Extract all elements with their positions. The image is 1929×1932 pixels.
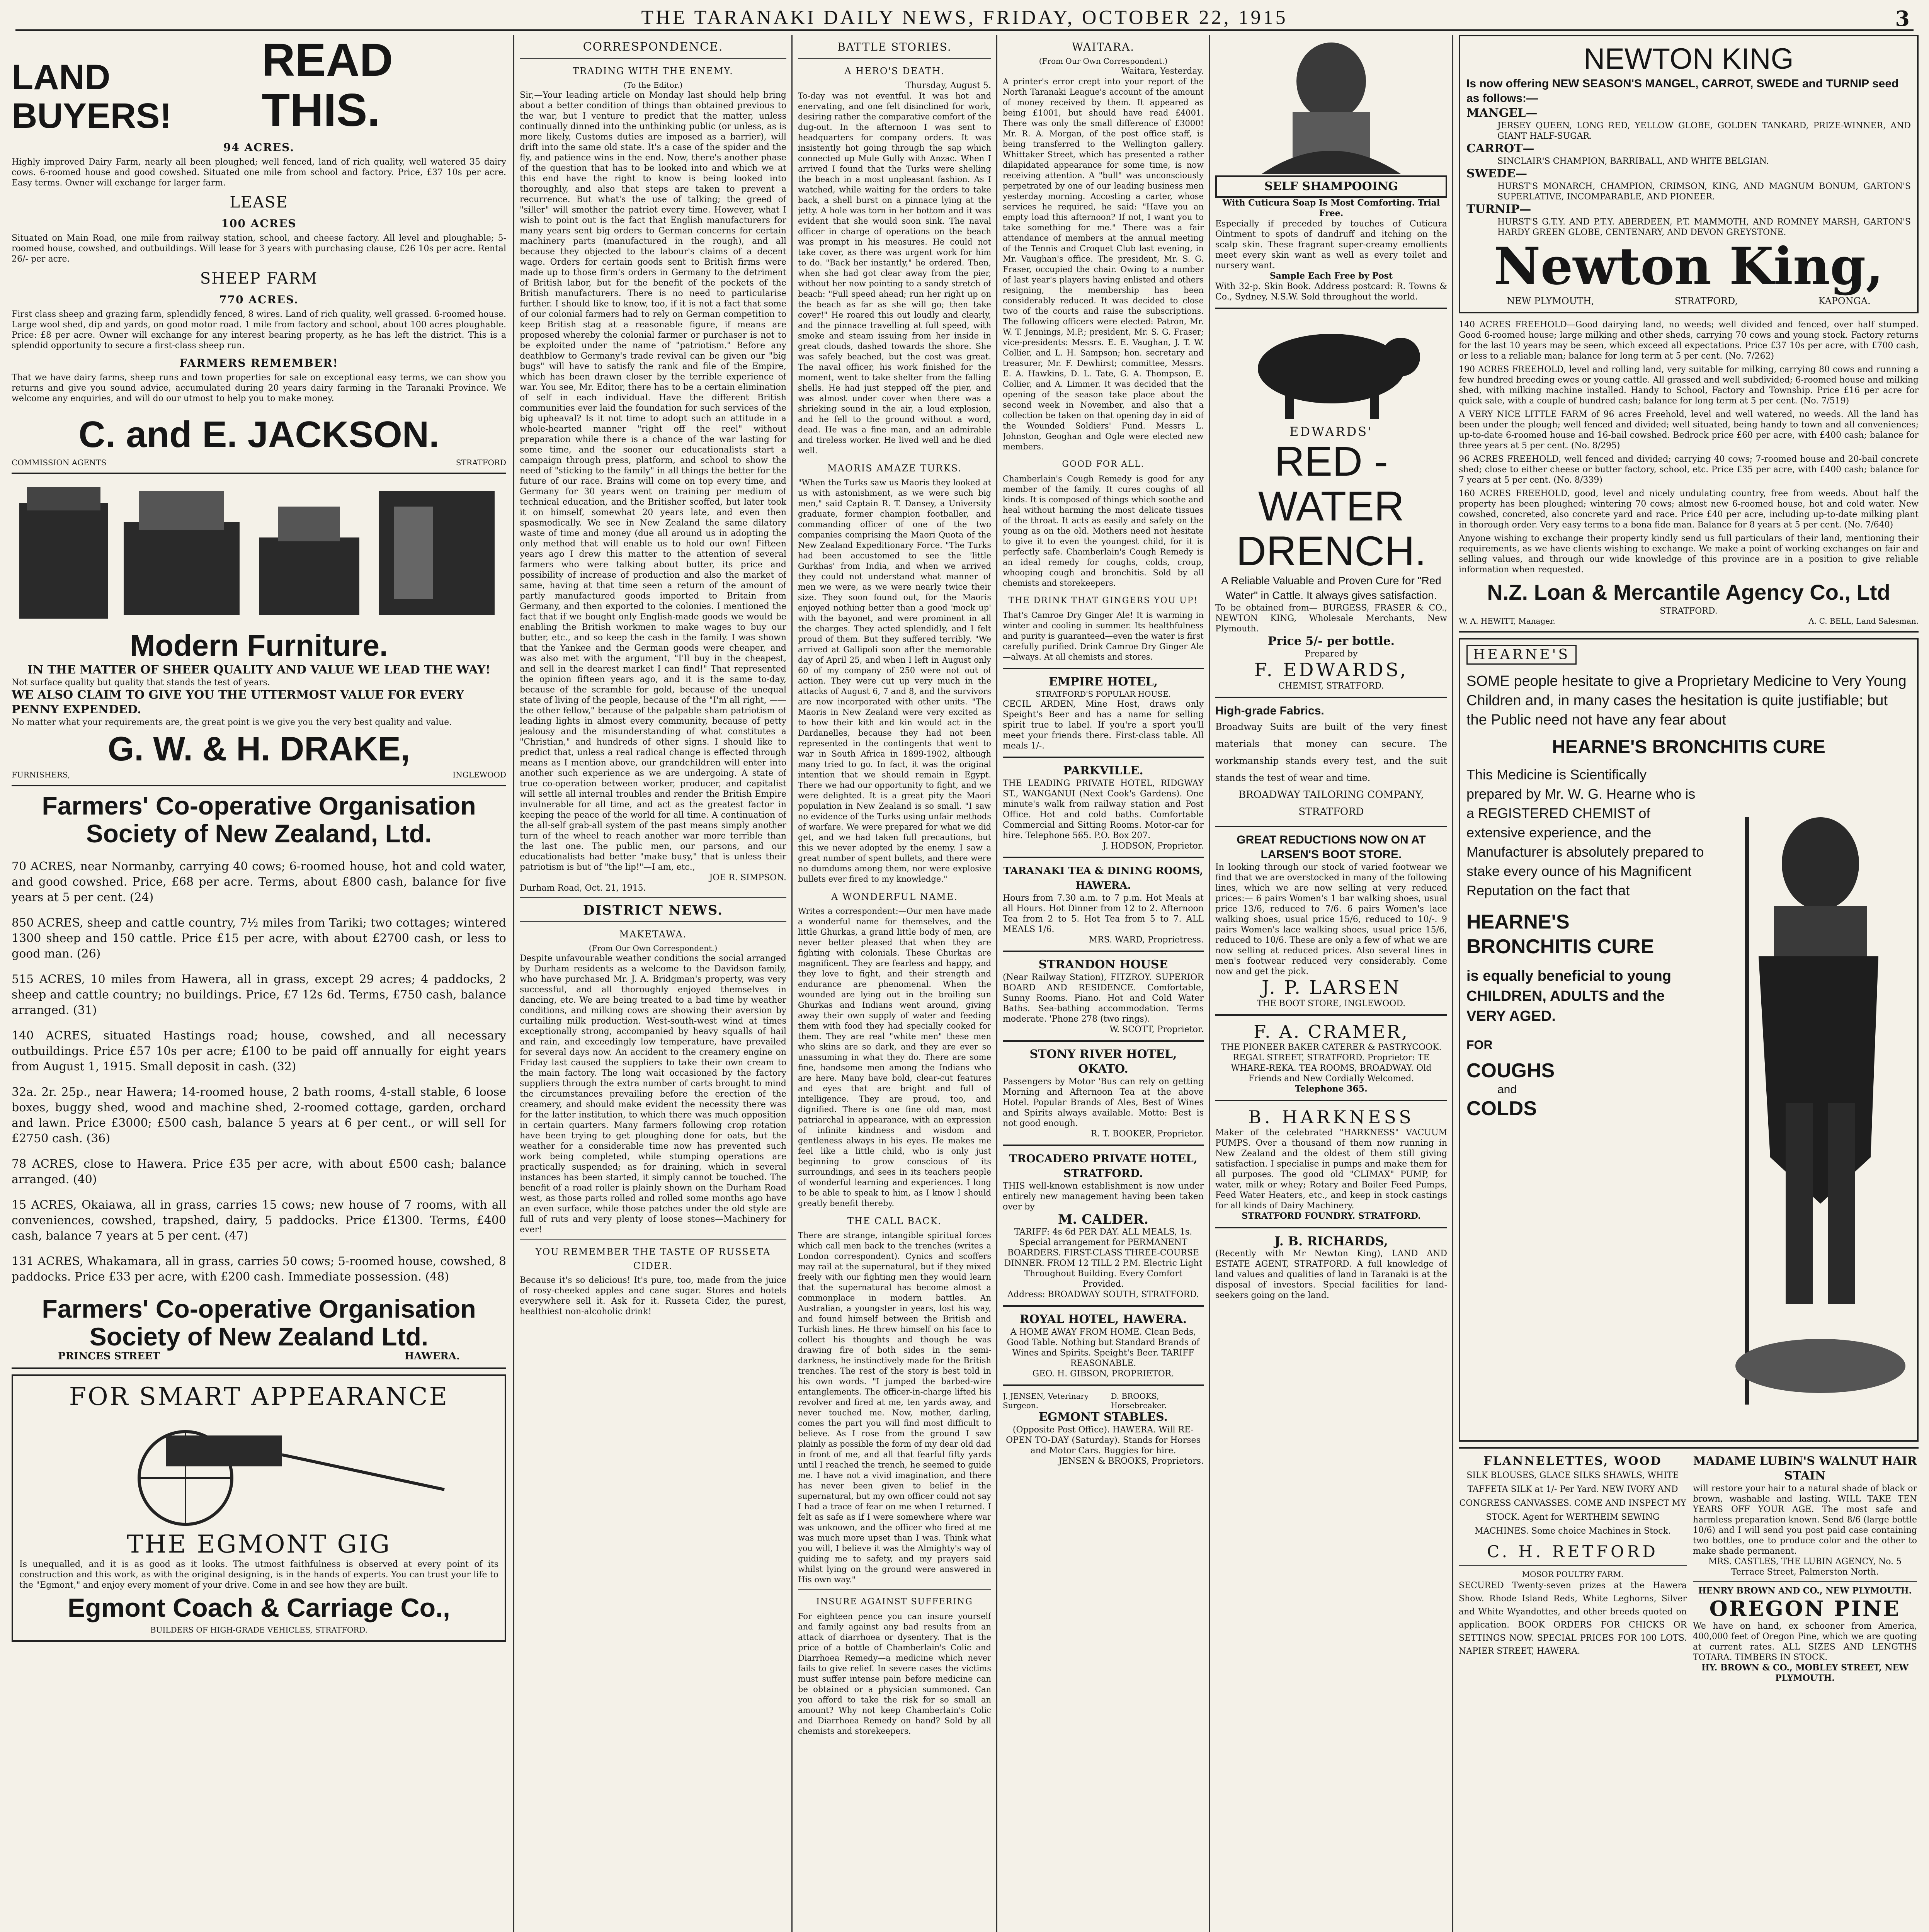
article-body: A printer's error crept into your report of the North Taranaki League's account of the amount of money received by them. It appeared as being £1001, but should have read £4001. There was only the small difference of £3000! Mr. R. A. Morgan, of the post office staff, is being transferred to the Wellington gallery. Whittaker Street, which has presented a rather dilapidated appearance for some time, is now receiving attention. A "bull" was unconsciously perpetrated by one of our leading business men yesterday morning. Accosting a carter, whose services he required, he said: "Have you an empty load this afternoon? If not, I want you to take something for me." There was a fair attendance of members at the annual meeting of the Tennis and Croquet Club last evening, in Mr. Vaughan's office. The president, Mr. S. G. Fraser, occupied the chair. Owing to a number of last year's players having enlisted and others resigning, the membership has been considerably reduced. It was decided to close two of the courts and raise the subscriptions. The following officers were elected: Patron, Mr. W. T. Jennings, M.P.; president, Mr. S. G. Fraser; vice-presidents: Messrs. E. E. Vaughan, J. T. W. Collier, and L. H. Sampson; hon. secretary and treasurer, Mr. F. Dewhirst; committee, Messrs. E. A. Hawkins, D. L. Tate, G. A. Thompson, E. Collier, and A. Limmer. It was decided that the opening of the season take place about the second week in November, and also that a collection be taken on that opening day in aid of the Wounded Soldiers' Fund. Messrs L. Johnston, Geoghan and Ogle were elected new members.	[1003, 77, 1204, 451]
section-heading: 100 ACRES	[221, 217, 297, 230]
article-dateline: (From Our Own Correspondent.)	[1039, 56, 1168, 66]
ad-body: Situated on Main Road, one mile from railway station, school, and cheese factory. All level and ploughable; 5-roomed house, cowshed, and outbuildings. Will lease for 3 years with purchasing clause, £26 10s per acre. Rental 26/- per acre.	[12, 233, 506, 264]
article-body: Despite unfavourable weather conditions the social arranged by Durham residents as a welcome to the Davidson family, who have purchased Mr. J. A. Bridgman's property, was very successful, and all thoroughly enjoyed themselves in dancing, etc. We are being treated to a bad time by weather conditions, and milking cows are showing their aversion by curtailing milk production. West-south-west wind at times exceptionally strong, accompanied by heavy squalls of hail and rain, and exceedingly low temperature, have prevailed for several days now. An accident to the creamery engine on Friday last caused the suppliers to take their own cream to the main factory. The long wait occasioned by the factory suppliers through the extra number of carts brought to mind the circumstances prevailing before the erection of the creamery, and should make evident the necessity there was for the latter institution, to which there was much opposition in certain quarters. Many farmers following crop rotation have been trying to get ploughing done for oats, but the weather for a considerable time now has prevented such work being completed, while stumping operations are practically suspended; as for draining, which in several instances has been started, it simply cannot be touched. The benefit of a road roller is plainly shown on the Durham Road west, as those parts rolled and rolled some months ago have an even surface, while those patches under the old style are full of ruts and very plenty of loose stones—Machinery for ever!	[520, 954, 786, 1235]
divider	[1003, 1040, 1204, 1042]
ad-drake	[12, 480, 506, 779]
article-dateline: (To the Editor.)	[623, 80, 683, 90]
section-heading: LEASE	[230, 194, 288, 211]
ad-body: FOR	[1466, 1038, 1493, 1052]
article-heading: THE CALL BACK.	[847, 1216, 942, 1226]
seed-varieties: HURST'S G.T.Y. AND P.T.Y. ABERDEEN, P.T. MAMMOTH, AND ROMNEY MARSH, GARTON'S HARDY GREEN GLOBE, CENTENARY, AND DEVON GREYSTONE.	[1497, 217, 1911, 237]
divider	[1215, 1227, 1447, 1228]
ad-body: Broadway Suits are built of the very finest materials that money can secure. The workmanship stands every test, and the suit stands the test of wear and time.	[1215, 721, 1447, 783]
divider	[1003, 951, 1204, 952]
ad-signature	[12, 770, 506, 779]
woman-shampooing-illustration	[1215, 35, 1447, 174]
sig-left: COMMISSION AGENTS	[12, 458, 107, 467]
divider	[1003, 757, 1204, 758]
branch-name: STRATFORD,	[1675, 296, 1738, 306]
ad-headline: HEARNE'S BRONCHITIS CURE	[1466, 911, 1654, 958]
divider	[1215, 697, 1447, 698]
knight-illustration	[1732, 810, 1909, 1412]
article-signature: JOE R. SIMPSON.	[709, 873, 786, 883]
sig-left: W. A. HEWITT, Manager.	[1459, 616, 1555, 626]
sig-left: J. JENSEN, Veterinary Surgeon.	[1003, 1391, 1089, 1410]
ad-newton-king	[1459, 35, 1919, 313]
ad-body: THE PIONEER BAKER CATERER & PASTRYCOOK. REGAL STREET, STRATFORD. Proprietor: TE WHARE-REKA. TEA ROOMS, BROADWAY. Old Friends and New Cordially Welcomed.	[1221, 1043, 1442, 1083]
branch-list	[1466, 296, 1911, 306]
divider	[1693, 1581, 1917, 1582]
ad-body: First class sheep and grazing farm, splendidly fenced, 8 wires. Land of rich quality, well grassed. 6-roomed house. Large wool shed, dip and yards, on good motor road. 1 mile from factory and school, about 100 acres ploughable. Price: £8 per acre. Owner will exchange for any interest bearing property, as he has left the district. This is a splendid opportunity to secure a first-class sheep run.	[12, 310, 506, 350]
ad-signature: BROADWAY TAILORING COMPANY, STRATFORD	[1238, 789, 1424, 818]
sig-right: D. BROOKS, Horsebreaker.	[1111, 1391, 1167, 1410]
hotel-signature: J. HODSON, Proprietor.	[1102, 841, 1204, 851]
article-heading: MAORIS AMAZE TURKS.	[827, 463, 962, 474]
sig-left: PRINCES STREET	[58, 1350, 160, 1362]
column-5	[1215, 35, 1447, 1932]
article-body: "When the Turks saw us Maoris they looked at us with astonishment, as we were such big men," said Captain R. T. Dansey, a University graduate, former champion footballer, and commanding officer of one of the two companies comprising the Maori Quota of the New Zealand Expeditionary Force. "The Turks had been accustomed to see the 'little Gurkhas' from India, and when we arrived they could not understand what manner of men we were, as we were nearly twice their size. They soon found out, for the Maoris enjoyed nothing better than a good 'mock up' with the bayonet, and were prominent in all the charges. They acted splendidly, and I felt proud of them. But they suffered terribly. "We arrived at Gallipoli soon after the memorable day of April 25, and when I left in August only 60 of my company of 250 were not out of action. They were cut up very much in the attacks of August 6, 7 and 8, and the survivors are now incorporated with other units. "The Maoris in New Zealand were very excited as to how their kith and kin would act in the Dardanelles, because they had not been represented in the contingents that went to war in South Africa in 1899-1902, although many tried to go. In fact, it was the original intention that we should remain in Egypt. There we had our opportunity to fight, and we were delighted. It is a great pity the Maori population in New Zealand is so small. "I saw no evidence of the Turks using unfair methods of warfare. We were prepared for what we did get, and we had taken full precautions, but this we never adopted by the enemy. I saw a great number of spent bullets, and there were no dumdums among them, nor were explosive bullets ever fired to my knowledge."	[798, 478, 991, 884]
hotel-body: A HOME AWAY FROM HOME. Clean Beds, Good Table. Nothing but Standard Brands of Wines and Spirits. Speight's Beer. TARIFF REASONABLE.	[1007, 1327, 1200, 1368]
article-dateline: (From Our Own Correspondent.)	[589, 944, 718, 953]
ad-signature	[12, 1350, 506, 1362]
ad-signature: STRATFORD FOUNDRY. STRATFORD.	[1242, 1211, 1421, 1221]
ad-body: will restore your hair to a natural shade of black or brown, washable and lasting. WILL TAKE TEN YEARS OFF YOUR AGE. The most safe and harmless preparation known. Send 8/6 (large bottle 10/6) and I will send you post paid case containing two bottles, one to produce color and the other to make shade permanent.	[1693, 1484, 1917, 1556]
list-item: 515 ACRES, 10 miles from Hawera, all in grass, except 29 acres; 4 paddocks, 2 sheep and cattle country; no buildings. Price, £7 12s 6d. Terms, £750 cash, balance arranged. (31)	[12, 973, 506, 1017]
list-item: 70 ACRES, near Normanby, carrying 40 cows; 6-roomed house, hot and cold water, and good cowshed. Price, £68 per acre. Terms, about £800 cash, balance for five years at 5 per cent. (24)	[12, 860, 506, 904]
farm-offer: A VERY NICE LITTLE FARM of 96 acres Freehold, level and well watered, no weeds. All the land has been under the plough; well fenced and divided; well situated, being handy to town and all conveniences; up-to-date 6-roomed house and 16-bail cowshed. Bedrock price £60 per acre, with £400 cash; balance for three years at 5 per cent. (No. 8/295)	[1459, 410, 1919, 451]
ad-headline: READ THIS.	[262, 35, 393, 136]
ad-headline: NEWTON KING	[1584, 43, 1794, 75]
section-heading: SHEEP FARM	[200, 270, 318, 287]
seed-category: SWEDE—	[1466, 167, 1528, 180]
ad-price: Price 5/- per bottle.	[1267, 634, 1395, 648]
article-heading: MAKETAWA.	[619, 929, 687, 940]
column-4	[1003, 35, 1204, 1932]
seed-category: TURNIP—	[1466, 202, 1531, 216]
hotel-body: Passengers by Motor 'Bus can rely on getting Morning and Afternoon Tea at the above Hotel. Popular Brands of Ales, Best of Wines and Spirits always available. Motto: Best is not good enough.	[1003, 1077, 1204, 1128]
farm-offer: 140 ACRES FREEHOLD—Good dairying land, no weeds; well divided and fenced, over half stumped. Good 6-roomed house; large milking and other sheds, carrying 70 cows and young stock. Factory returns for the last 10 years may be seen, which exceed all expectations. Price £37 10s per acre, with £700 cash, or less to a reliable man; balance for long term at 5 per cent. (No. 7/262)	[1459, 320, 1919, 361]
ad-body: A Reliable Valuable and Proven Cure for "Red Water" in Cattle. It always gives satisfaction.	[1221, 575, 1441, 601]
hotel-name: PARKVILLE.	[1063, 764, 1143, 777]
masthead-title: THE TARANAKI DAILY NEWS, FRIDAY, OCTOBER 22, 1915	[641, 6, 1288, 29]
article-dateline: Thursday, August 5.	[905, 81, 991, 90]
column-rule	[1209, 35, 1210, 1932]
divider	[1459, 1447, 1919, 1449]
ad-body: Prepared by	[1305, 649, 1358, 659]
firm-name: Newton King,	[1494, 236, 1884, 296]
ad-body: For eighteen pence you can insure yourself and family against any bad results from an attack of diarrhoea or dysentery. That is the price of a bottle of Chamberlain's Colic and Diarrhoea Remedy—a medicine which never fails to give relief. In severe cases the victims must suffer intense pain before medicine can be obtained or a physician summoned. Can you afford to take the risk for so small an amount? Why not keep Chamberlain's Colic and Diarrhoea Remedy on hand? Sold by all chemists and storekeepers.	[798, 1612, 991, 1736]
list-item: 850 ACRES, sheep and cattle country, 7½ miles from Tariki; two cottages; wintered 1300 sheep and 150 cattle. Price £15 per acre, with about £2700 cash, or less to good man. (26)	[12, 916, 506, 961]
firm-name: B. HARKNESS	[1248, 1107, 1414, 1128]
column-rule	[513, 35, 514, 1932]
list-item: 131 ACRES, Whakamara, all in grass, carries 50 cows; 5-roomed house, cowshed, 8 paddocks. Price £33 per acre, with £200 cash. Immediate possession. (48)	[12, 1255, 506, 1284]
ad-body: In looking through our stock of varied footwear we find that we are overstocked in many of the following lines, which we are now selling at very reduced prices:— 6 pairs Women's 1 bar walking shoes, usual price 13/6, reduced to 7/6. 6 pairs Women's lace walking shoes, usual price 15/6, reduced to 10/-. 9 pairs Women's lace walking shoes, usual price 15/6, reduced to 10/6. These are only a few of what we are now selling at reduced prices. Also several lines in men's footwear reduced very considerably. Come now and get the pick.	[1215, 862, 1447, 976]
divider	[1003, 668, 1204, 669]
ad-headline: COUGHS	[1466, 1060, 1555, 1082]
firm-name: J. B. RICHARDS,	[1274, 1234, 1388, 1248]
ad-body: Highly improved Dairy Farm, nearly all been ploughed; well fenced, land of rich quality, well watered 35 dairy cows. 6-roomed house and good cowshed. Situated one mile from school and factory. Price, £37 10s per acre. Easy terms. Owner will exchange for larger farm.	[12, 157, 506, 188]
seed-category: CARROT—	[1466, 142, 1534, 155]
divider	[1003, 857, 1204, 858]
hotel-name: TARANAKI TEA & DINING ROOMS, HAWERA.	[1003, 865, 1203, 891]
article-heading: A WONDERFUL NAME.	[831, 891, 958, 902]
chemist-name: F. EDWARDS,	[1254, 659, 1408, 681]
ad-headline: RED - WATER	[1258, 438, 1404, 529]
ad-body: SOME people hesitate to give a Proprietary Medicine to Very Young Children and, in many cases the hesitation is quite justifiable; but the Public need not have any fear about	[1466, 673, 1907, 728]
article-body: Writes a correspondent:—Our men have made a wonderful name for themselves, and the little Ghurkas, a grand little body of men, are never better pleased that when they are fighting with colonials. These Ghurkas are magnificent. They are fearless and happy, and they love to fight, and their strength and endurance are phenomenal. When the wounded are lying out in the broiling sun Ghurkas and Indians went around, giving away their own supply of water and feeding them with food they had specially cooked for them. They are real "white men" these men who skins are so dark, and they are ever so unassuming in what they do. There are some fine, handsome men among the Indians who are here. Many have bold, clear-cut features and eyes that are bright and full of intelligence. They are proud, too, and dignified. There is one fine old man, most patriarchal in appearance, with an expression of infinite kindness and wisdom and gentleness always in his eyes. He makes me feel like a little child, who is only just beginning to grow conscious of its surroundings, and sees in its teachers people of wonderful learning and experiences. I long to be able to speak to him, as I know I should greatly benefit thereby.	[798, 906, 991, 1208]
ad-body: Especially if preceded by touches of Cuticura Ointment to spots of dandruff and itching on the scalp skin. These fragrant super-creamy emollients meet every skin want as well as every toilet and nursery want.	[1215, 219, 1447, 270]
furniture-illustration	[12, 480, 506, 626]
seed-category: MANGEL—	[1466, 106, 1538, 120]
seed-varieties: HURST'S MONARCH, CHAMPION, CRIMSON, KING, AND MAGNUM BONUM, GARTON'S SUPERLATIVE, INCOMPARABLE, AND PIONEER.	[1497, 182, 1911, 202]
ad-signature: BUILDERS OF HIGH-GRADE VEHICLES, STRATFORD.	[150, 1625, 368, 1634]
list-item: 78 ACRES, close to Hawera. Price £35 per acre, with about £500 cash; balance arranged. (40)	[12, 1157, 506, 1186]
ad-body: Anyone wishing to exchange their property kindly send us full particulars of their land, mentioning their requirements, as we have clients wishing to exchange. We make a point of working exchanges on fair and selling values, and through our wide knowledge of this province are in a position to give reliable information when requested.	[1459, 534, 1919, 575]
firm-name: G. W. & H. DRAKE,	[107, 730, 410, 768]
ad-offer: Sample Each Free by Post	[1269, 271, 1393, 281]
divider	[1459, 1565, 1687, 1566]
brand-name: HENRY BROWN AND CO., NEW PLYMOUTH.	[1698, 1586, 1912, 1596]
hotel-body: Hours from 7.30 a.m. to 7 p.m. Hot Meals at all Hours. Hot Dinner from 12 to 2. Afternoon Tea from 2 to 5. Hot Tea from 5 to 7. ALL MEALS 1/6.	[1003, 893, 1204, 934]
seed-varieties: SINCLAIR'S CHAMPION, BARRIBALL, AND WHITE BELGIAN.	[1497, 156, 1769, 166]
ad-body: is equally beneficial to young CHILDREN, ADULTS and the VERY AGED.	[1466, 968, 1671, 1024]
article-body: Sir,—Your leading article on Monday last should help bring about a better condition of things than obtained previous to the war, but I venture to predict that the matter, unless continually dinned into the unthinking public (or unless, as is more likely, Customs duties are imposed as a barrier), will drift into the same old state. It's a case of the spider and the fly, and patience wins in the end. Now, there's another phase of the question that has to be looked into and which we at this end have the right to know is being looked into thoroughly, and also that steps are taken to prevent a recurrence. But what's the use of talking; the greed of "siller" will smother the patriot every time. However, what I wish to point out is the fact that English manufacturers for many years sent big orders to German concerns for certain machinery parts (manufactured in the rough), and all because they objected to the labour's claims of a decent wage. Orders for certain goods sent to British firms were made up to those firm's orders in Germany to the detriment of British labor, but for the benefit of the pockets of the British manufacturers. There is no need to particularise further. I should like to know, too, if it is not a fact that some of our colonial farmers had to rely on German competition to keep British stag at a reasonable figure, if means are proposed whereby the colonial farmer or purchaser is not to be exploited under the name of "patriotism." Before any deathblow to Germany's trade revival can be given our "big bugs" will have to satisfy the rank and file of the Empire, which has been drawn closer by the terrible experience of war. You see, Mr. Editor, there has to be a certain elimination of self in each individual. Have the different British communities ever laid the foundation for such services of the big upheaval? Is it not time to adopt such an attitude in a whole-hearted manner "right off the reel" without preparation while there is a chance of the war lasting for some time, and the sooner our educationalists start a campaign through press, platform, and school to show the need of "sticking to the family" in all things the better for the future of our race. Brains will come on top every time, and Germany for 30 years went on training per medium of technical education, and the Britisher scoffed, but later took it on himself, somewhat 20 years late, and even then spasmodically. We see in New Zealand the same dilatory waste of time and money (due all around us in adopting the only method that will enable us to hold our own! Fifteen years ago I drew this matter to the attention of several farmers who were talking about butter, its price and possibility of increase of production and also the market of same, having at that time seen a return of the amount of partly manufactured goods imported to Britain from Germany, and then exported to the colonies. I mentioned the fact that if we bought only English-made goods we would be enabling the British workmen to make wages to buy our butter, etc., and so keep the cash in the family. I was shown that the Yankee and the German goods were cheaper, and was also met with the argument, "I'll buy in the cheapest, and sell in the dearest market I can find!" That represented the opinion fifteen years ago, and it is the same to-day, because of the scramble for gold, because of the unequal state of living of the people, because of the "I'm all right, —— the other fellow," because of the palpable sham patriotism of leading lights in almost every community, because of petty jealousy and the misunderstanding of what constitutes a "Christian," and hundreds of other signs. I should like to predict that, unless a real radical change is effected through means as I mention above, our grandchildren will enter into another such experience as we are undergoing. A state of true co-operation between worker, producer, and capitalist will settle all internal troubles and render the British Empire invulnerable for all time, and act as the greatest factor in keeping the peace of the world for all time. A continuation of the all-self grab-all system of the past means simply another turn of the wheel to reach another war more terrible than the last one. The public men, our parsons, and our educationalists had better "make busy," that is unless their patriotism is but of "the lip!"—I am, etc.,	[520, 90, 786, 872]
bull-illustration	[1215, 315, 1447, 423]
sig-left: FURNISHERS,	[12, 770, 70, 779]
list-item: 32a. 2r. 25p., near Hawera; 14-roomed house, 2 bath rooms, 4-stall stable, 6 loose boxes, buggy shed, wood and machine shed, 2-roomed cottage, garden, orchard and lawn. Price £3000; £500 cash, balance 5 years at 6 per cent., or will sell for £2750 cash. (36)	[12, 1085, 506, 1145]
ad-headline: YOU REMEMBER THE TASTE OF RUSSETA CIDER.	[535, 1247, 771, 1271]
firm-name: F. A. CRAMER,	[1254, 1021, 1409, 1042]
hotel-name: STONY RIVER HOTEL, OKATO.	[1029, 1048, 1177, 1076]
ad-lubin-oregon	[1693, 1454, 1917, 1684]
list-item: 15 ACRES, Okaiawa, all in grass, carries 15 cows; new house of 7 rooms, with all conveniences, cowshed, trapshed, dairy, 5 paddocks. Price £1300. Terms, £400 cash, balance 7 years at 5 per cent. (47)	[12, 1198, 506, 1243]
divider	[1003, 1145, 1204, 1146]
branch-name: NEW PLYMOUTH,	[1507, 296, 1594, 306]
ad-headline: THE DRINK THAT GINGERS YOU UP!	[1008, 596, 1198, 605]
hotel-tagline: STRATFORD'S POPULAR HOUSE.	[1035, 689, 1171, 699]
ad-signature: J. P. LARSEN	[1262, 977, 1401, 998]
seed-varieties: JERSEY QUEEN, LONG RED, YELLOW GLOBE, GOLDEN TANKARD, PRIZE-WINNER, AND GIANT HALF-SUGAR.	[1497, 121, 1911, 141]
ad-headline: GOOD FOR ALL.	[1062, 459, 1145, 469]
article-dateline: Durham Road, Oct. 21, 1915.	[520, 883, 646, 893]
ad-body: Not surface quality but quality that stands the test of years.	[12, 678, 270, 687]
article-heading: A HERO'S DEATH.	[844, 66, 945, 77]
divider	[1003, 1305, 1204, 1307]
hotel-signature: R. T. BOOKER, Proprietor.	[1090, 1129, 1204, 1139]
article-body: To-day was not eventful. It was hot and enervating, and one felt disinclined for work, desiring rather the comparative comfort of the dug-out. In the afternoon I was sent to headquarters for company orders. It was insistently hot going through the sap which connected up Mule Gully with Anzac. When I arrived I found that the Turks were shelling the beach in a most unpleasant fashion. As I watched, while waiting for the orders to take back, a shell burst on a pinnace lying at the jetty. A hole was torn in her bottom and it was evident that she would soon sink. The naval officer in charge of operations on the beach was prompt in his measures. He could not take cover, as there was urgent work for him to do. "Back her instantly," he ordered. Then, when she had got clear away from the pier, without her now pointing to a sandy stretch of beach: "Full speed ahead; run her right up on the beach as far as she will go; then take cover!" He roared this out loudly and clearly, and the pinnace travelling at full speed, with smoke and steam issuing from her inside in great clouds, dashed towards the shore. She was safely beached, but the cost was great. The naval officer, his work finished for the moment, went to take shelter from the falling shells. He had just stepped off the pier, and was almost under cover when there was a shrieking sound in the air, a loud explosion, and he fell to the ground without a word, dead. He was a fine man, and an admirable and tireless worker. He lived well and he died well.	[798, 91, 991, 455]
stables-body: (Opposite Post Office). HAWERA. Will RE-OPEN TO-DAY (Saturday). Stands for Horses and Motor Cars. Buggies for hire.	[1006, 1425, 1201, 1456]
column-rule	[996, 35, 997, 1932]
farm-offer: 160 ACRES FREEHOLD, good, level and nicely undulating country, free from weeds. About half the property has been ploughed; wintering 70 cows; almost new 6-roomed house, hot and cold water. New cowshed, concreted, also concrete yard and race. Price £40 per acre, including up-to-date milking plant in thorough order. Very easy terms to a bona fide man. Balance for 8 years at 5 per cent. (No. 7/640)	[1459, 489, 1919, 530]
ad-headline: High-grade Fabrics.	[1215, 704, 1324, 717]
firm-name: C. H. RETFORD	[1487, 1542, 1659, 1561]
ad-headline: Farmers' Co-operative Organisation	[42, 791, 476, 820]
page-number: 3	[1895, 6, 1910, 31]
ad-title: THE EGMONT GIG	[127, 1530, 391, 1559]
divider	[1215, 1100, 1447, 1101]
ad-headline: LAND BUYERS!	[12, 58, 172, 136]
column-3	[798, 35, 991, 1932]
article-dateline: Waitara, Yesterday.	[1121, 66, 1204, 76]
ad-body: We have on hand, ex schooner from America, 400,000 feet of Oregon Pine, which we are quoting at current rates. ALL SIZES AND LENGTHS TOTARA. TIMBERS IN STOCK.	[1693, 1621, 1917, 1662]
column-rule	[1452, 35, 1453, 1932]
stables-header	[1003, 1391, 1204, 1410]
ad-body: WE ALSO CLAIM TO GIVE YOU THE UTTERMOST VALUE FOR EVERY PENNY EXPENDED.	[12, 688, 464, 716]
section-heading: WAITARA.	[1072, 41, 1135, 53]
ad-body: (Recently with Mr Newton King), LAND AND ESTATE AGENT, STRATFORD. A full knowledge of land values and qualities of land in Taranaki is at the disposal of investors. Special facilities for land-seekers going on the land.	[1215, 1249, 1447, 1300]
gig-illustration	[19, 1412, 498, 1528]
ad-body: Is unequalled, and it is as good as it looks. The utmost faithfulness is observed at every point of its construction and this work, as with the original designing, is in the hands of experts. You can trust your life to the "Egmont," and enjoy every moment of your drive. Come in and see how they are built.	[19, 1560, 498, 1590]
ad-address: THE BOOT STORE, INGLEWOOD.	[1257, 999, 1406, 1009]
ad-signature	[12, 458, 506, 467]
section-heading: 770 ACRES.	[219, 293, 299, 306]
ad-retford	[1459, 1454, 1687, 1684]
ad-headline: FLANNELETTES, WOOD	[1483, 1454, 1662, 1468]
divider	[1003, 1384, 1204, 1386]
section-heading: FARMERS REMEMBER!	[179, 357, 339, 369]
divider	[520, 58, 786, 59]
ad-farmers	[12, 792, 506, 1362]
hotel-body: TARIFF: 4s 6d PER DAY. ALL MEALS, 1s. Special arrangement for PERMANENT BOARDERS. FIRST-CLASS THREE-COURSE DINNER. FROM 12 TILL 2 P.M. Electric Light Throughout Building. Every Comfort Provided.	[1004, 1227, 1203, 1289]
ad-body: Chamberlain's Cough Remedy is good for any member of the family. It cures coughs of all kinds. It is composed of things which soothe and heal without harming the most delicate tissues of the throat. It acts as easily and safely on the young as on the old. Mothers need not hesitate to give it to even the youngest child, for it is perfectly safe. Chamberlain's Cough Remedy is an ideal remedy for coughs, colds, croup, whooping cough and bronchitis. Sold by all chemists and storekeepers.	[1003, 474, 1204, 588]
sig-right: A. C. BELL, Land Salesman.	[1808, 616, 1919, 626]
bottom-ads	[1459, 1454, 1919, 1684]
ad-signature: HY. BROWN & CO., MOBLEY STREET, NEW PLYMOUTH.	[1701, 1663, 1909, 1683]
divider	[520, 921, 786, 922]
article-heading: TRADING WITH THE ENEMY.	[573, 66, 733, 77]
divider	[798, 1589, 991, 1590]
ad-body: To be obtained from— BURGESS, FRASER & CO., NEWTON KING, Wholesale Merchants, New Plymouth.	[1215, 603, 1447, 634]
column-6	[1459, 35, 1919, 1932]
divider	[12, 1367, 506, 1369]
hotel-body: THE LEADING PRIVATE HOTEL, RIDGWAY ST., WANGANUI (Next Cook's Gardens). One minute's walk from railway station and Post Office. Hot and cold baths. Comfortable Commercial and Sitting Rooms. Motor-car for hire. Telephone 565. P.O. Box 207.	[1003, 779, 1204, 840]
ad-headline: Modern Furniture.	[130, 628, 388, 662]
firm-address: STRATFORD.	[1660, 606, 1718, 616]
ad-body: IN THE MATTER OF SHEER QUALITY AND VALUE WE LEAD THE WAY!	[27, 663, 491, 677]
ad-body: No matter what your requirements are, the great point is we give you the very best quality and value.	[12, 718, 452, 727]
divider	[1215, 1014, 1447, 1016]
farm-offer: 190 ACRES FREEHOLD, level and rolling land, very suitable for milking, carrying 80 cows and running a few hundred breeding ewes or young cattle. All grassed and well subdivided; 6-roomed house and milking shed, with milking machine installed. Handy to School, Factory and Township. Price £16 per acre for quick sale, with a couple of hundred cash; balance for long term at 5 per cent. (No. 7/519)	[1459, 365, 1919, 406]
ad-headline: MADAME LUBIN'S WALNUT HAIR STAIN	[1693, 1454, 1917, 1483]
ad-hearne	[1459, 638, 1919, 1442]
ad-body: Because it's so delicious! It's pure, too, made from the juice of rosy-cheeked apples and cane sugar. Stores and hotels everywhere sell it. Ask for it. Russeta Cider, the purest, healthiest non-alcoholic drink!	[520, 1276, 786, 1316]
ad-headline: INSURE AGAINST SUFFERING	[816, 1597, 973, 1607]
divider	[798, 58, 991, 59]
ad-headline: Society of New Zealand, Ltd.	[86, 819, 432, 848]
divider	[520, 897, 786, 898]
ad-jackson	[12, 35, 506, 467]
hotel-name: TROCADERO PRIVATE HOTEL, STRATFORD.	[1009, 1152, 1198, 1180]
column-1	[12, 35, 506, 1932]
chemist-address: CHEMIST, STRATFORD.	[1278, 681, 1384, 691]
divider	[1459, 631, 1919, 633]
ad-body: and	[1497, 1083, 1517, 1096]
ad-headline: HEARNE'S BRONCHITIS CURE	[1552, 737, 1825, 757]
hotel-body: CECIL ARDEN, Mine Host, draws only Speight's Beer and has a name for selling spirit true to label. If you're a sport you'll meet your friends there. First-class table. All meals 1/-.	[1003, 699, 1204, 751]
sig-right: INGLEWOOD	[452, 770, 506, 779]
ad-subheading: With Cuticura Soap Is Most Comforting. Trial Free.	[1222, 198, 1440, 218]
ad-headline: SELF SHAMPOOING	[1215, 175, 1447, 198]
section-heading: CORRESPONDENCE.	[583, 40, 723, 54]
branch-name: KAPONGA.	[1818, 296, 1871, 306]
ad-signature	[1459, 616, 1919, 626]
hotel-body: (Near Railway Station), FITZROY. SUPERIOR BOARD AND RESIDENCE. Comfortable, Sunny Rooms. Piano. Hot and Cold Water Baths. Sea-bathing accommodation. Terms moderate. 'Phone 278 (two rings).	[1003, 973, 1204, 1024]
article-body: There are strange, intangible spiritual forces which call men back to the trenches (writes a London correspondent). Cynics and scoffers may rail at the supernatural, but if they mixed freely with our fighting men they would learn that the supernatural has become almost a commonplace in modern battles. An Australian, a youngster in years, lost his way, and found himself between the British and Turkish lines. He threw himself on his face to collect his thoughts and though he was drawing fire of both sides in the semi-darkness, he instinctively made for the British trenches. The rest of the story is best told in his own words. "I jumped the barbed-wire entanglements. The officer-in-charge lifted his revolver and fired at me, ten yards away, and never touched me. Now, mother, darling, comes the part you will find most difficult to believe. As I rose from the ground I saw plainly as possible the form of my dear old dad in front of me, and all that fearful fifty yards until I reached the trench, he seemed to guide me. I have not a vivid imagination, and there has never been given to belief in the supernatural, but my own officer could not say I had a trace of fear on me when I returned. I felt as safe as if I were somewhere where war was unknown, and the officer who fired at me was much more upset than I was. Think what you will, I believe it was the Almighty's way of guiding me to safety, and my prayers said whilst lying on the ground were answered in His own way."	[798, 1231, 991, 1584]
hotel-name: EMPIRE HOTEL,	[1048, 675, 1158, 689]
stables-signature: JENSEN & BROOKS, Proprietors.	[1058, 1456, 1204, 1466]
column-2	[520, 35, 786, 1932]
hotel-signature: MRS. WARD, Proprietress.	[1089, 935, 1204, 945]
hotel-address: Address: BROADWAY SOUTH, STRATFORD.	[1007, 1290, 1199, 1299]
ad-headline: GREAT REDUCTIONS NOW ON AT LARSEN'S BOOT STORE.	[1237, 833, 1426, 861]
firm-name: N.Z. Loan & Mercantile Agency Co., Ltd	[1487, 580, 1890, 604]
divider	[12, 785, 506, 786]
ad-body: Maker of the celebrated "HARKNESS" VACUUM PUMPS. Over a thousand of them now running in New Zealand and the oldest of them still giving satisfaction. I specialise in pumps and make them for all purposes. The good old "CLIMAX" PUMP, for water, milk or whey; Rotary and Boiler Feed Pumps, Feed Water Heaters, etc., and keep in stock castings for all kinds of Dairy Machinery.	[1215, 1128, 1447, 1211]
ad-body: This Medicine is Scientifically prepared by Mr. W. G. Hearne who is a REGISTERED CHEMIST of extensive experience, and the Manufacturer is absolutely prepared to stake every ounce of his Magnificent Reputation on the fact that	[1466, 767, 1704, 898]
divider	[12, 473, 506, 474]
brand-name: EDWARDS'	[1289, 424, 1373, 439]
ad-headline: OREGON PINE	[1709, 1596, 1901, 1621]
ad-telephone: Telephone 365.	[1295, 1084, 1368, 1094]
ad-headline: DRENCH.	[1236, 527, 1426, 574]
firm-name: Egmont Coach & Carriage Co.,	[68, 1593, 450, 1622]
divider	[1215, 826, 1447, 827]
stables-name: EGMONT STABLES.	[1039, 1410, 1168, 1424]
ad-body: Is now offering NEW SEASON'S MANGEL, CARROT, SWEDE and TURNIP seed as follows:—	[1466, 77, 1899, 105]
ad-body: SILK BLOUSES, GLACE SILKS SHAWLS, WHITE TAFFETA SILK at 1/- Per Yard. NEW IVORY AND CONGRESS CANVASSES. COME AND INSPECT MY STOCK. Agent for WERTHEIM SEWING MACHINES. Some choice Machines in Stock.	[1459, 1471, 1686, 1536]
hotel-proprietor: M. CALDER.	[1058, 1212, 1149, 1227]
ad-headline: MOSOR POULTRY FARM.	[1522, 1570, 1624, 1579]
hotel-name: STRANDON HOUSE	[1038, 958, 1168, 971]
hotel-name: ROYAL HOTEL, HAWERA.	[1019, 1313, 1187, 1326]
property-list	[12, 859, 506, 1285]
list-item: 140 ACRES, situated Hastings road; house, cowshed, and all necessary outbuildings. Price £57 10s per acre; £100 to be paid off annually for eight years from August 1, 1915. Small deposit in cash. (32)	[12, 1029, 506, 1073]
sig-right: STRATFORD	[456, 458, 506, 467]
sig-right: HAWERA.	[404, 1350, 460, 1362]
hotel-signature: W. SCOTT, Proprietor.	[1109, 1025, 1204, 1034]
farm-offer: 96 ACRES FREEHOLD, well fenced and divided; carrying 40 cows; 7-roomed house and 20-bail concrete shed; close to either cheese or butter factory, school, etc. Price £35 per acre, with £400 cash; balance for 7 years at 5 per cent. (No. 8/339)	[1459, 454, 1919, 485]
divider	[520, 1239, 786, 1240]
ad-body: That we have dairy farms, sheep runs and town properties for sale on exceptional easy terms, we can show you returns and give you sound advice, accumulated during 20 years dairy farming in the Taranaki Province. We welcome any enquiries, and will do our utmost to help you to make money.	[12, 373, 506, 403]
section-heading: DISTRICT NEWS.	[583, 903, 723, 918]
ad-body: SECURED Twenty-seven prizes at the Hawera Show. Rhode Island Reds, White Leghorns, Silver and White Wyandottes, and other breeds quoted on application. BOOK ORDERS FOR CHICKS OR SETTINGS NOW. SPECIAL PRICES FOR 100 LOTS. NAPIER STREET, HAWERA.	[1459, 1581, 1687, 1656]
section-heading: 94 ACRES.	[223, 141, 295, 154]
ad-gig	[12, 1374, 506, 1642]
ad-body: That's Camroe Dry Ginger Ale! It is warming in winter and cooling in summer. Its healthfulness and purity is guaranteed—even the water is first carefully purified. Drink Camroe Dry Ginger Ale—always. At all chemists and stores.	[1003, 611, 1204, 662]
section-heading: BATTLE STORIES.	[837, 41, 952, 53]
hotel-body: THIS well-known establishment is now under entirely new management having been taken over by	[1003, 1181, 1204, 1212]
firm-name: C. and E. JACKSON.	[78, 414, 439, 455]
ad-headline: FOR SMART APPEARANCE	[69, 1383, 449, 1411]
divider	[1215, 308, 1447, 309]
ad-signature: MRS. CASTLES, THE LUBIN AGENCY, No. 5 Terrace Street, Palmerston North.	[1708, 1557, 1902, 1577]
ad-headline: COLDS	[1466, 1097, 1537, 1120]
ad-headline: Farmers' Co-operative Organisation	[42, 1294, 476, 1323]
seed-list	[1466, 106, 1911, 238]
ad-body: With 32-p. Skin Book. Address postcard: R. Towns & Co., Sydney, N.S.W. Sold throughout the world.	[1215, 282, 1447, 302]
brand-name: HEARNE'S	[1466, 645, 1577, 665]
ad-headline: Society of New Zealand Ltd.	[89, 1322, 429, 1351]
hotel-signature: GEO. H. GIBSON, PROPRIETOR.	[1032, 1369, 1174, 1379]
farm-offers	[1459, 320, 1919, 530]
masthead	[15, 5, 1914, 31]
column-rule	[791, 35, 793, 1932]
